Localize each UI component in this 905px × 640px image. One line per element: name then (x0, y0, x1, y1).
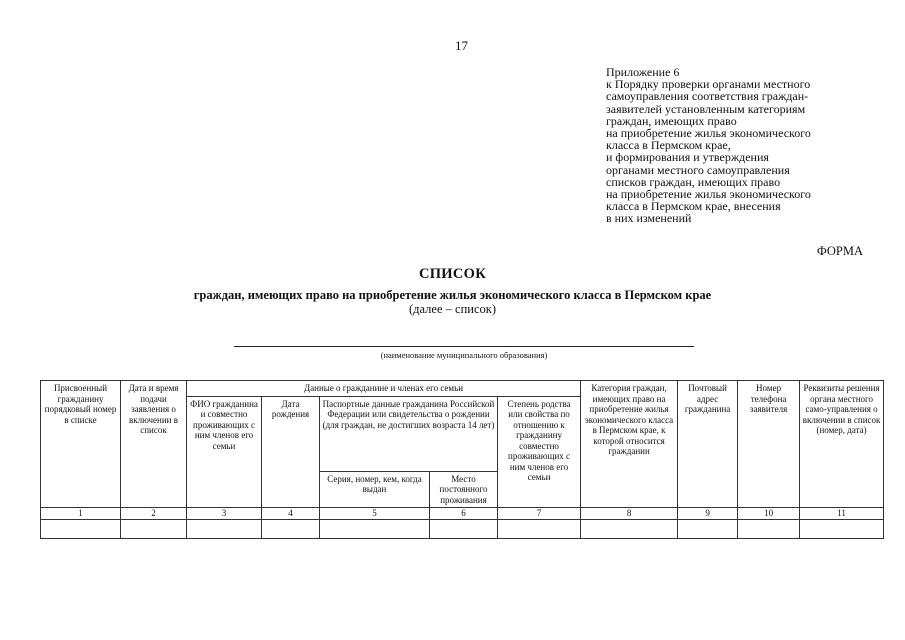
appendix-line: и формирования и утверждения (606, 150, 769, 165)
empty-cell (581, 520, 678, 539)
column-number: 7 (498, 508, 581, 520)
column-number-row (41, 508, 884, 520)
header-citizen-category: Категория граждан, имеющих право на приобретение жилья экономического класса в Пермском крае, к которой относится гражданин (581, 381, 678, 508)
header-residence-place: Место постоянного проживания (430, 471, 498, 508)
header-application-date: Дата и время подачи заявления о включении в список (121, 381, 187, 508)
column-number: 8 (581, 508, 678, 520)
empty-cell (800, 520, 884, 539)
appendix-line: Приложение 6 (606, 65, 680, 79)
subtitle-note: (далее – список) (409, 302, 496, 316)
empty-cell (430, 520, 498, 539)
empty-cell (262, 520, 320, 539)
appendix-block (606, 66, 886, 225)
municipality-caption: (наименование муниципального образования) (380, 350, 548, 360)
header-list-number: Присвоенный гражданину порядковый номер в списке (41, 381, 121, 508)
appendix-line: к Порядку проверки органами местного (606, 77, 811, 92)
column-number: 10 (738, 508, 800, 520)
empty-data-row (41, 520, 884, 539)
appendix-line: на приобретение жилья экономического (606, 126, 811, 141)
column-number: 6 (430, 508, 498, 520)
appendix-line: класса в Пермском крае, (606, 138, 731, 153)
header-passport-series: Серия, номер, кем, когда выдан (320, 471, 430, 508)
empty-cell (498, 520, 581, 539)
appendix-line: органами местного самоуправления (606, 162, 790, 177)
header-decision-details: Реквизиты решения органа местного само-управления о включении в список (номер, дата) (800, 381, 884, 508)
empty-cell (121, 520, 187, 539)
form-label: ФОРМА (816, 244, 863, 258)
header-birth-date: Дата рождения (262, 396, 320, 508)
column-number: 4 (262, 508, 320, 520)
appendix-line: списков граждан, имеющих право (606, 174, 781, 189)
empty-cell (187, 520, 262, 539)
header-postal-address: Почтовый адрес гражданина (678, 381, 738, 508)
header-passport-data: Паспортные данные гражданина Российской Федерации или свидетельства о рождении (для граждан, не достигших возраста 14 лет) (320, 396, 498, 471)
header-family-data: Данные о гражданине и членах его семьи (187, 381, 581, 397)
appendix-line: граждан, имеющих право (606, 113, 737, 128)
column-number: 5 (320, 508, 430, 520)
appendix-line: в них изменений (606, 211, 692, 226)
empty-cell (738, 520, 800, 539)
column-number: 2 (121, 508, 187, 520)
appendix-line: класса в Пермском крае, внесения (606, 199, 781, 214)
page-number: 17 (455, 38, 468, 53)
header-phone-number: Номер телефона заявителя (738, 381, 800, 508)
column-number: 1 (41, 508, 121, 520)
citizens-list-table (40, 380, 884, 539)
appendix-line: самоуправления соответствия граждан- (606, 89, 809, 104)
header-relationship: Степень родства или свойства по отношению к гражданину совместно проживающих с ним членов его семьи (498, 396, 581, 508)
column-number: 9 (678, 508, 738, 520)
document-subtitle: граждан, имеющих право на приобретение жилья экономического класса в Пермском крае (193, 288, 712, 302)
empty-cell (678, 520, 738, 539)
document-title: СПИСОК (418, 266, 487, 282)
appendix-line: заявителей установленным категориям (606, 101, 806, 116)
empty-cell (320, 520, 430, 539)
column-number: 11 (800, 508, 884, 520)
appendix-line: на приобретение жилья экономического (606, 187, 811, 202)
column-number: 3 (187, 508, 262, 520)
municipality-blank-line (234, 346, 694, 347)
header-full-name: ФИО гражданина и совместно проживающих с ним членов его семьи (187, 396, 262, 508)
empty-cell (41, 520, 121, 539)
